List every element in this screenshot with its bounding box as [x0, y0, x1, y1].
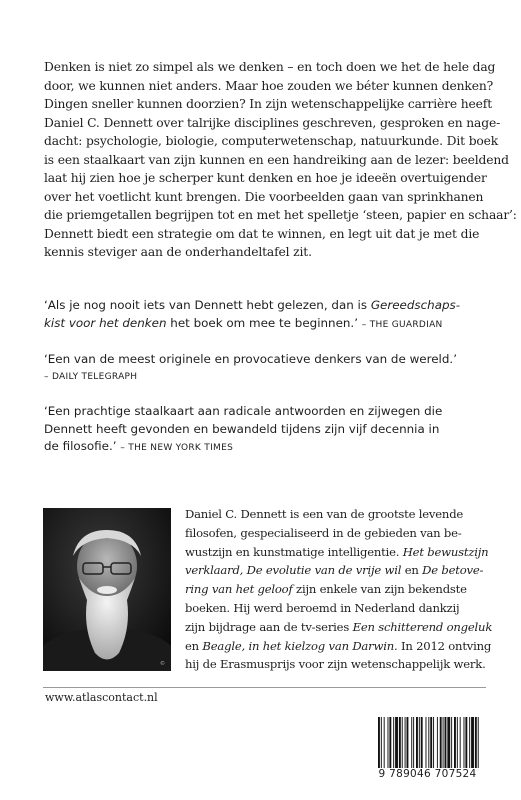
- barcode-bar: [440, 717, 442, 769]
- blurb-line: door, we kunnen niet anders. Maar hoe zouden we béter kunnen denken?: [44, 78, 494, 93]
- barcode-bar: [460, 717, 461, 769]
- quote-text: de filosofie.’: [44, 439, 121, 453]
- photo-credit-mark: ©: [160, 661, 165, 667]
- blurb-line: laat hij zien hoe je scherper kunt denken en hoe je ideeën overtuigender: [44, 171, 487, 185]
- divider: [43, 687, 486, 688]
- barcode-bar: [457, 717, 458, 769]
- barcode-bar: [399, 717, 401, 769]
- quote-book-title: kist voor het denken: [44, 315, 167, 330]
- quote-source: – THE GUARDIAN: [361, 319, 443, 330]
- barcode-bar: [478, 717, 479, 769]
- barcode-bar: [411, 717, 412, 769]
- barcode-bar: [405, 717, 406, 769]
- blurb-line: kennis steviger aan de onderhandeltafel zit.: [44, 245, 312, 259]
- bio-text: zijn bijdrage aan de tv-series: [185, 619, 353, 634]
- bio-book-title: verklaard, De evolutie van de vrije wil: [185, 563, 402, 578]
- barcode-bar: [469, 717, 470, 769]
- barcode-bar: [381, 717, 382, 769]
- bio-tv-title: Beagle, in het kielzog van Darwin.: [202, 638, 398, 653]
- barcode-bar: [443, 717, 444, 769]
- barcode-bar: [437, 717, 438, 769]
- barcode-bar: [421, 717, 423, 769]
- quote-text: ‘Een prachtige staalkaart aan radicale antwoorden en zijwegen die: [44, 404, 443, 418]
- quote-source: – THE NEW YORK TIMES: [120, 443, 234, 453]
- bio-line: filosofen, gespecialiseerd in de gebieden van be-: [185, 525, 462, 540]
- quote-source: – DAILY TELEGRAPH: [44, 371, 138, 382]
- isbn-digits: 9 789046 707524: [370, 768, 485, 780]
- bio-line: boeken. Hij werd beroemd in Nederland dankzij: [185, 600, 460, 615]
- quote-book-title: Gereedschaps-: [370, 298, 461, 312]
- barcode-bar: [395, 717, 398, 769]
- quote-nytimes: [44, 403, 489, 458]
- blurb-line: dacht: psychologie, biologie, computerwetenschap, natuurkunde. Dit boek: [44, 134, 499, 148]
- barcode-bar: [464, 717, 465, 769]
- barcode-bar: [416, 717, 418, 769]
- blurb-line: Dingen sneller kunnen doorzien? In zijn wetenschappelijke carrière heeft: [44, 97, 492, 111]
- bio-book-title: ring van het geloof: [185, 582, 293, 597]
- bio-line: hij de Erasmusprijs voor zijn wetenschappelijk werk.: [185, 657, 486, 672]
- barcode-bar: [426, 717, 427, 769]
- bio-book-title: De betove-: [422, 563, 484, 578]
- quote-guardian: [44, 297, 489, 334]
- barcode-bar: [384, 717, 385, 769]
- barcode-bar: [419, 717, 420, 769]
- blurb-line: Dennett biedt een strategie om dat te winnen, en legt uit dat je met die: [44, 226, 480, 241]
- bio-tv-title: Een schitterend ongeluk: [352, 619, 493, 634]
- portrait-photo-icon: [43, 508, 171, 671]
- quote-text: het boek om mee te beginnen.’: [166, 315, 362, 330]
- bio-text: en: [401, 563, 423, 578]
- barcode-bar: [454, 717, 456, 769]
- bio-text: en: [185, 638, 203, 653]
- barcode-bar: [465, 717, 467, 769]
- blurb-line: over het voetlicht kunt brengen. Die voorbeelden gaan van sprinkhanen: [44, 189, 484, 204]
- barcode-bar: [433, 717, 434, 769]
- blurb-line: is een staalkaart van zijn kunnen en een handreiking aan de lezer: beeldend: [44, 152, 509, 167]
- review-quotes: [44, 297, 489, 475]
- bio-text: zijn enkele van zijn bekendste: [292, 582, 467, 597]
- barcode-bar: [471, 717, 474, 769]
- barcode-bar: [402, 717, 403, 769]
- quote-telegraph: [44, 351, 489, 386]
- barcode-bar: [413, 717, 414, 769]
- author-bio: [185, 505, 493, 674]
- barcode-bar: [407, 717, 409, 769]
- publisher-website[interactable]: www.atlascontact.nl: [45, 691, 158, 704]
- bio-text: wustzijn en kunstmatige intelligentie.: [185, 544, 403, 559]
- quote-text: ‘Een van de meest originele en provocatieve denkers van de wereld.’: [44, 352, 457, 366]
- barcode-bar: [475, 717, 477, 769]
- barcode-bar: [451, 717, 452, 769]
- blurb-line: Denken is niet zo simpel als we denken – en toch doen we het de hele dag: [44, 60, 496, 74]
- barcode-bar: [445, 717, 447, 769]
- quote-text: ‘Als je nog nooit iets van Dennett hebt gelezen, dan is: [44, 298, 371, 312]
- author-photo: [43, 508, 171, 671]
- bio-text: In 2012 ontving: [397, 638, 492, 653]
- barcode-bar: [428, 717, 429, 769]
- bio-line: Daniel C. Dennett is een van de grootste levende: [185, 507, 464, 521]
- barcode-bar: [430, 717, 432, 769]
- back-cover-blurb: [44, 58, 517, 262]
- barcode-bar: [388, 717, 389, 769]
- barcode-bar: [447, 717, 450, 769]
- barcode-bar: [378, 717, 380, 769]
- blurb-line: die priemgetallen begrijpen tot en met het spelletje ‘steen, papier en schaar’:: [44, 208, 517, 222]
- quote-text: Dennett heeft gevonden en bewandeld tijdens zijn vijf decennia in: [44, 421, 440, 436]
- barcode-bar: [393, 717, 394, 769]
- blurb-line: Daniel C. Dennett over talrijke disciplines geschreven, gesproken en nage-: [44, 115, 501, 130]
- barcode-bar: [389, 717, 391, 769]
- bio-book-title: Het bewustzijn: [402, 544, 489, 559]
